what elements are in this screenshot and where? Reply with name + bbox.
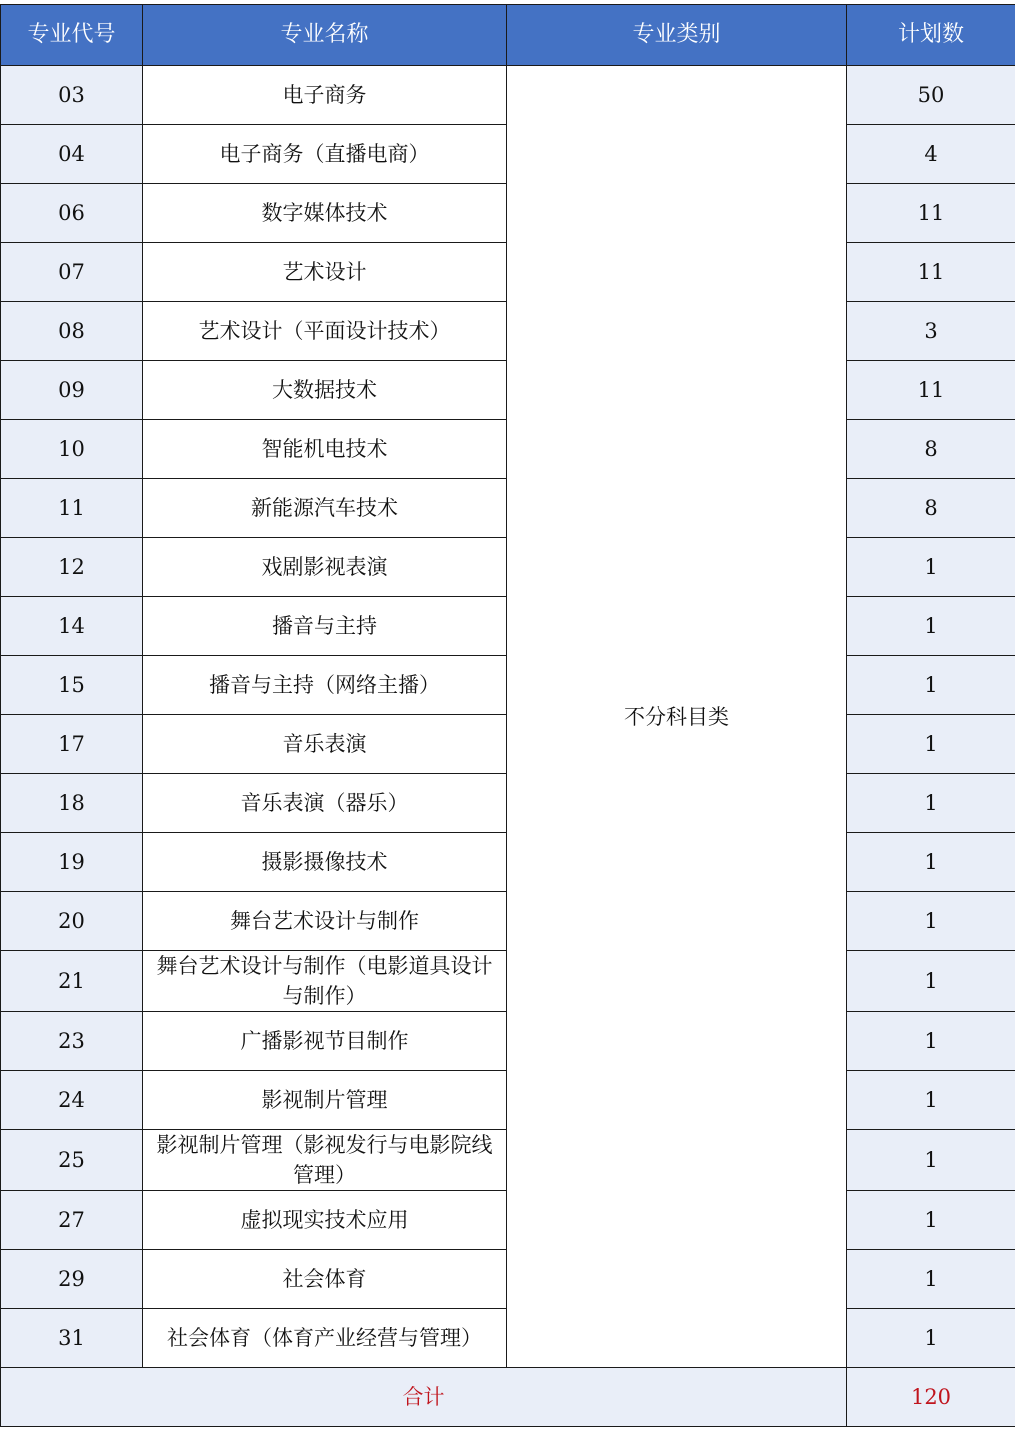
major-code: 20 — [1, 892, 143, 951]
header-name: 专业名称 — [143, 5, 507, 66]
plan-count: 1 — [847, 833, 1015, 892]
major-code: 17 — [1, 715, 143, 774]
major-code: 11 — [1, 479, 143, 538]
major-name: 播音与主持 — [143, 597, 507, 656]
major-code: 19 — [1, 833, 143, 892]
major-name: 影视制片管理（影视发行与电影院线管理） — [143, 1130, 507, 1191]
major-code: 08 — [1, 302, 143, 361]
total-plan: 120 — [847, 1368, 1015, 1427]
plan-count: 1 — [847, 1309, 1015, 1368]
enrollment-plan-table — [0, 4, 1015, 1427]
plan-count: 1 — [847, 597, 1015, 656]
major-code: 14 — [1, 597, 143, 656]
header-code: 专业代号 — [1, 5, 143, 66]
major-name: 新能源汽车技术 — [143, 479, 507, 538]
header-plan: 计划数 — [847, 5, 1015, 66]
major-name: 社会体育 — [143, 1250, 507, 1309]
plan-count: 1 — [847, 538, 1015, 597]
major-code: 25 — [1, 1130, 143, 1191]
major-name: 电子商务（直播电商） — [143, 125, 507, 184]
header-row — [1, 5, 1015, 66]
plan-count: 50 — [847, 66, 1015, 125]
major-name: 舞台艺术设计与制作 — [143, 892, 507, 951]
total-row — [1, 1368, 1015, 1427]
major-code: 15 — [1, 656, 143, 715]
plan-count: 1 — [847, 715, 1015, 774]
major-name: 影视制片管理 — [143, 1071, 507, 1130]
plan-count: 1 — [847, 1250, 1015, 1309]
major-name: 数字媒体技术 — [143, 184, 507, 243]
plan-count: 1 — [847, 951, 1015, 1012]
major-name: 音乐表演 — [143, 715, 507, 774]
major-code: 07 — [1, 243, 143, 302]
plan-count: 1 — [847, 892, 1015, 951]
major-name: 电子商务 — [143, 66, 507, 125]
major-code: 24 — [1, 1071, 143, 1130]
major-category: 不分科目类 — [507, 66, 847, 1368]
plan-count: 1 — [847, 1071, 1015, 1130]
major-name: 广播影视节目制作 — [143, 1012, 507, 1071]
major-name: 虚拟现实技术应用 — [143, 1191, 507, 1250]
major-code: 23 — [1, 1012, 143, 1071]
plan-count: 11 — [847, 184, 1015, 243]
major-code: 10 — [1, 420, 143, 479]
major-name: 艺术设计（平面设计技术） — [143, 302, 507, 361]
major-code: 21 — [1, 951, 143, 1012]
plan-count: 11 — [847, 361, 1015, 420]
major-name: 摄影摄像技术 — [143, 833, 507, 892]
major-name: 社会体育（体育产业经营与管理） — [143, 1309, 507, 1368]
major-code: 18 — [1, 774, 143, 833]
plan-count: 8 — [847, 420, 1015, 479]
major-name: 戏剧影视表演 — [143, 538, 507, 597]
major-code: 27 — [1, 1191, 143, 1250]
major-code: 31 — [1, 1309, 143, 1368]
major-name: 艺术设计 — [143, 243, 507, 302]
plan-count: 1 — [847, 1191, 1015, 1250]
table-row — [1, 66, 1015, 125]
major-code: 12 — [1, 538, 143, 597]
major-code: 29 — [1, 1250, 143, 1309]
major-name: 智能机电技术 — [143, 420, 507, 479]
plan-count: 4 — [847, 125, 1015, 184]
plan-count: 1 — [847, 1012, 1015, 1071]
major-name: 大数据技术 — [143, 361, 507, 420]
plan-count: 1 — [847, 656, 1015, 715]
plan-count: 11 — [847, 243, 1015, 302]
major-name: 舞台艺术设计与制作（电影道具设计与制作） — [143, 951, 507, 1012]
plan-count: 3 — [847, 302, 1015, 361]
major-code: 06 — [1, 184, 143, 243]
major-name: 音乐表演（器乐） — [143, 774, 507, 833]
major-name: 播音与主持（网络主播） — [143, 656, 507, 715]
plan-count: 1 — [847, 774, 1015, 833]
major-code: 04 — [1, 125, 143, 184]
plan-count: 8 — [847, 479, 1015, 538]
major-code: 09 — [1, 361, 143, 420]
total-label: 合计 — [1, 1368, 847, 1427]
major-code: 03 — [1, 66, 143, 125]
plan-count: 1 — [847, 1130, 1015, 1191]
header-category: 专业类别 — [507, 5, 847, 66]
